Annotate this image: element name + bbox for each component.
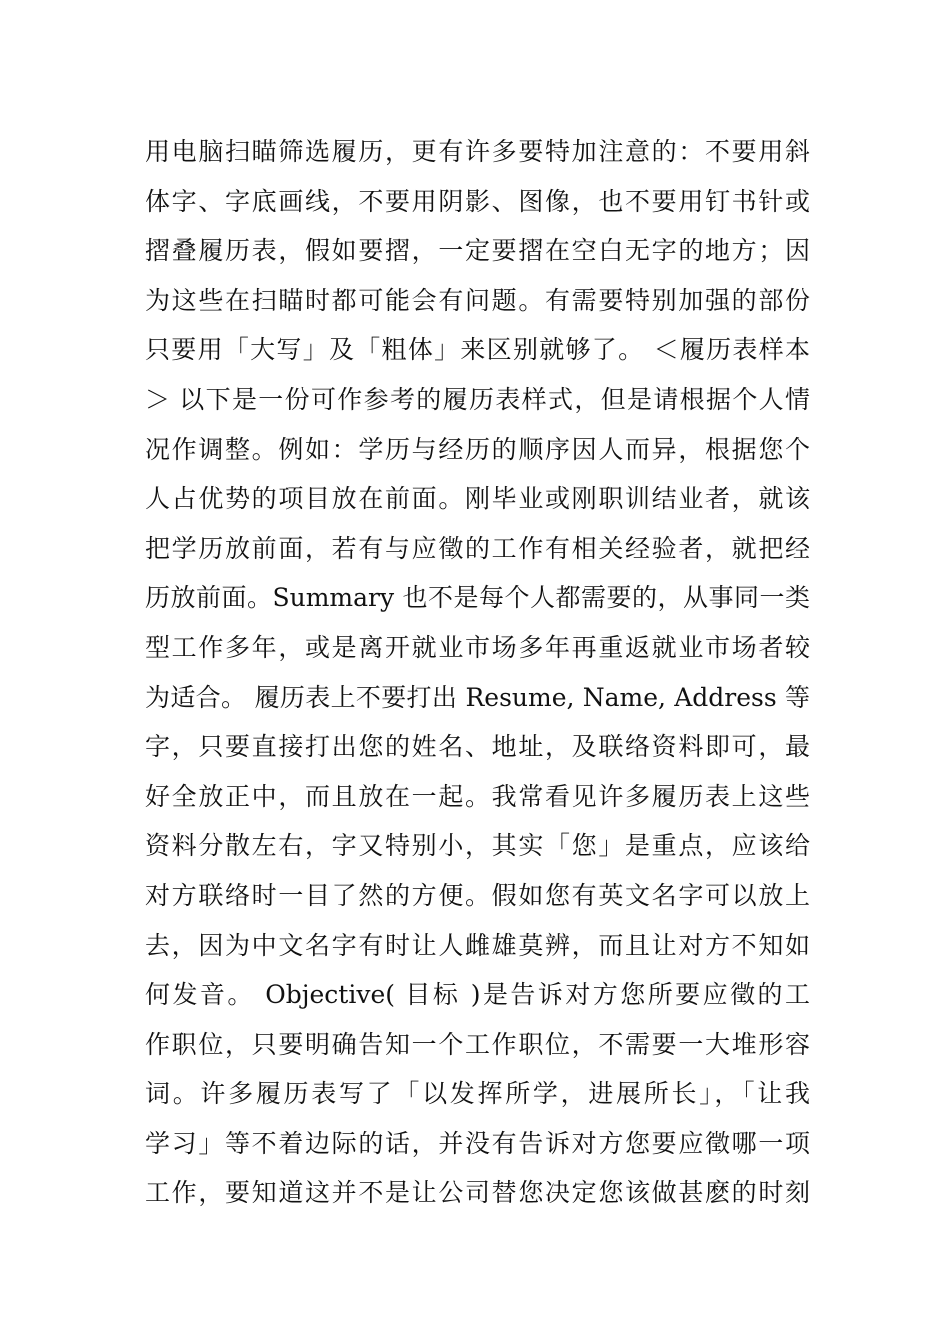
text-line-22: 工作，要知道这并不是让公司替您决定您该做甚麽的时刻 — [145, 1178, 810, 1208]
text-line-2: 体字、字底画线，不要用阴影、图像，也不要用钉书针或 — [145, 186, 810, 216]
text-line-9: 把学历放前面，若有与应徵的工作有相关经验者，就把经 — [145, 533, 810, 563]
text-line-17: 去，因为中文名字有时让人雌雄莫辨，而且让对方不知如 — [145, 930, 810, 960]
text-line-1: 用电脑扫瞄筛选履历，更有许多要特加注意的：不要用斜 — [145, 137, 810, 166]
text-line-11: 型工作多年，或是离开就业市场多年再重返就业市场者较 — [145, 632, 810, 662]
text-line-5: 只要用「大写」及「粗体」来区别就够了。 ＜履历表样本 — [145, 335, 810, 365]
body-paragraph — [145, 127, 810, 1218]
text-line-7: 况作调整。例如：学历与经历的顺序因人而异，根据您个 — [145, 434, 810, 464]
text-line-16: 对方联络时一目了然的方便。假如您有英文名字可以放上 — [145, 880, 810, 910]
text-line-20: 词。许多履历表写了「以发挥所学，进展所长」，「让我 — [145, 1079, 810, 1109]
text-line-18: 何发音。 Objective( 目标 )是告诉对方您所要应徵的工 — [145, 980, 810, 1010]
text-line-14: 好全放正中，而且放在一起。我常看见许多履历表上这些 — [145, 781, 810, 811]
text-line-4: 为这些在扫瞄时都可能会有问题。有需要特别加强的部份 — [145, 285, 810, 315]
text-line-13: 字，只要直接打出您的姓名、地址，及联络资料即可，最 — [145, 732, 810, 762]
text-line-10: 历放前面。Summary 也不是每个人都需要的，从事同一类 — [145, 583, 810, 613]
text-line-3: 摺叠履历表，假如要摺，一定要摺在空白无字的地方；因 — [145, 236, 810, 266]
text-line-8: 人占优势的项目放在前面。刚毕业或刚职训结业者，就该 — [145, 484, 810, 514]
text-line-6: ＞ 以下是一份可作参考的履历表样式，但是请根据个人情 — [145, 384, 810, 414]
text-line-19: 作职位，只要明确告知一个工作职位，不需要一大堆形容 — [145, 1029, 810, 1059]
text-line-15: 资料分散左右，字又特别小，其实「您」是重点，应该给 — [145, 831, 810, 861]
text-line-12: 为适合。 履历表上不要打出 Resume, Name, Address 等 — [145, 682, 810, 712]
text-line-21: 学习」等不着边际的话，并没有告诉对方您要应徵哪一项 — [145, 1128, 810, 1158]
